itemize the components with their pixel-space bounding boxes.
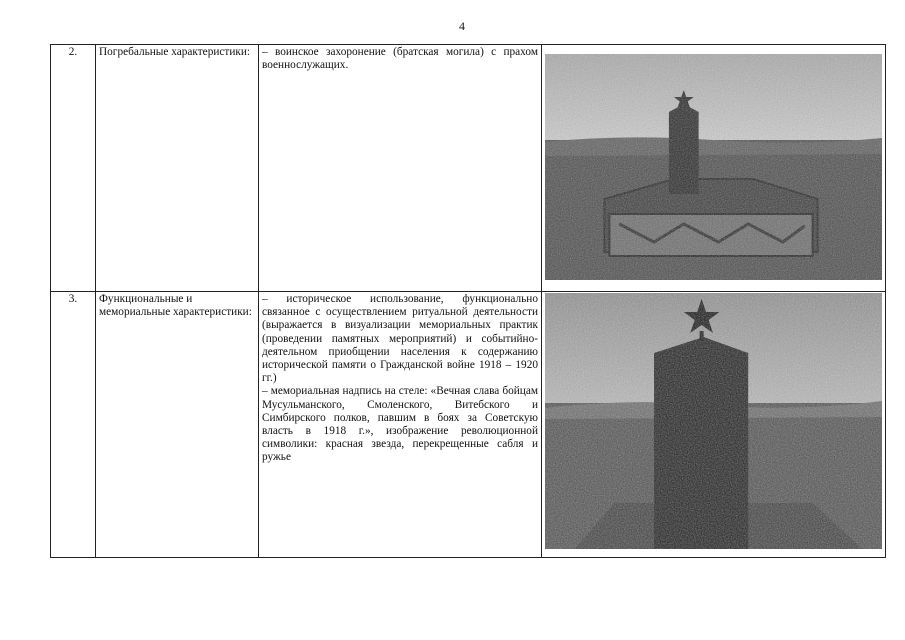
table-row-memorial (51, 292, 886, 558)
page-number: 4 (459, 19, 465, 33)
memorial-close-view-photo (545, 293, 882, 549)
table-row-burial (51, 45, 886, 292)
memorial-far-view-photo (545, 54, 882, 280)
row-number: 2. (51, 45, 96, 292)
characteristics-table (50, 44, 886, 558)
description-paragraph: – воинское захоронение (братская могила) с прахом военнослужащих. (262, 46, 538, 72)
row-label: Погребальные характеристики: (96, 45, 259, 292)
description-paragraph: – мемориальная надпись на стеле: «Вечная слава бойцам Мусульманского, Смоленского, Витебского и Симбирского полков, павшим в боях за Советскую власть в 1918 г.», изображение революционной символики: красная звезда, перекрещенные сабля и ружье (262, 385, 538, 464)
row-number: 3. (51, 292, 96, 558)
row-description (259, 45, 542, 292)
row-description (259, 292, 542, 558)
row-label: Функциональные и мемориальные характеристики: (96, 292, 259, 558)
photo-cell (542, 45, 886, 292)
description-paragraph: – историческое использование, функционально связанное с осуществлением ритуальной деятельности (выражается в визуализации мемориальных практик (проведении памятных мероприятий) и событийно-деятельном приобщении населения к содержанию исторической памяти о Гражданской войне 1918 – 1920 гг.) (262, 293, 538, 385)
photo-cell (542, 292, 886, 558)
